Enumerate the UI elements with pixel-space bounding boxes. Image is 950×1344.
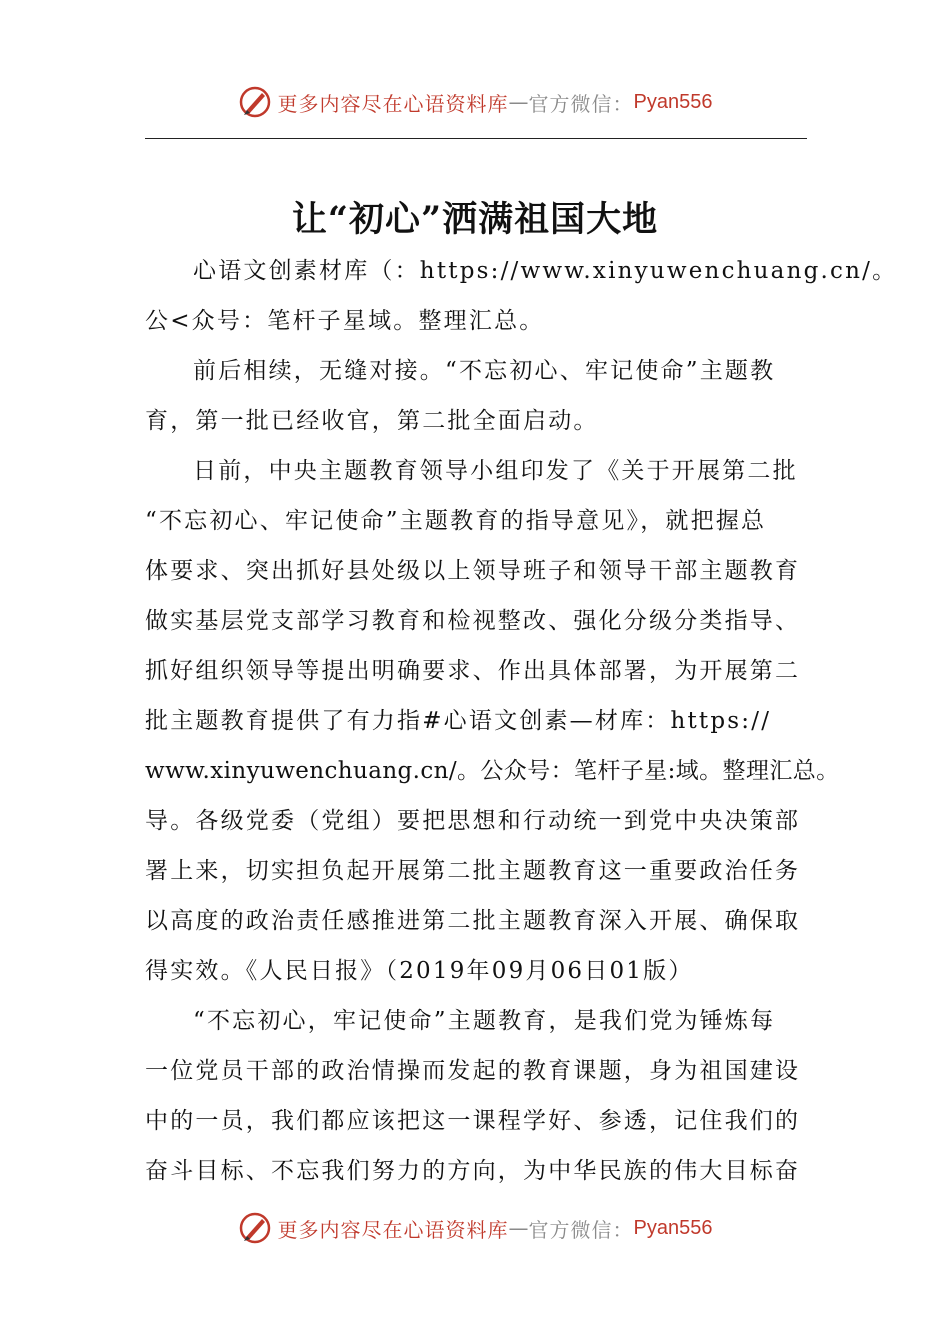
banner-wechat-label: 官方微信： <box>528 1217 634 1242</box>
banner-dash: — <box>508 90 529 114</box>
text-line: 抓好组织领导等提出明确要求、作出具体部署，为开展第二 <box>145 658 801 684</box>
header-banner <box>0 82 950 122</box>
text-line: 前后相续，无缝对接。“不忘初心、牢记使命”主题教 <box>193 358 776 384</box>
text-line: 中的一员，我们都应该把这一课程学好、参透，记住我们的 <box>145 1108 801 1134</box>
text-line: 一位党员干部的政治情操而发起的教育课题，身为祖国建设 <box>145 1058 801 1084</box>
text-line: 批主题教育提供了有力指#心语文创素—材库：https:// <box>145 708 772 734</box>
text-line: 得实效。《人民日报》（2019年09月06日01版） <box>145 958 694 984</box>
text-line: 署上来，切实担负起开展第二批主题教育这一重要政治任务 <box>145 858 801 884</box>
page-title: 让“初心”洒满祖国大地 <box>291 199 659 240</box>
text-line: 心语文创素材库（：https://www.xinyuwenchuang.cn/。 <box>193 258 898 284</box>
text-line: 体要求、突出抓好县处级以上领导班子和领导干部主题教育 <box>145 558 801 584</box>
banner-wechat-label: 官方微信： <box>528 91 634 116</box>
banner-slogan: 更多内容尽在心语资料库 <box>277 1217 509 1242</box>
banner-slogan: 更多内容尽在心语资料库 <box>277 91 509 116</box>
banner-wechat-id: Pyan556 <box>633 90 713 113</box>
text-line: 日前，中央主题教育领导小组印发了《关于开展第二批 <box>193 458 798 484</box>
banner-dash: — <box>508 1216 529 1240</box>
pen-logo-icon <box>238 1211 272 1245</box>
text-line: 公<众号：笔杆子星域。整理汇总。 <box>145 308 545 334</box>
text-line: 奋斗目标、不忘我们努力的方向，为中华民族的伟大目标奋 <box>145 1158 801 1184</box>
pen-logo-icon <box>238 85 272 119</box>
text-line: 育，第一批已经收官，第二批全面启动。 <box>145 408 599 434</box>
text-line: www.xinyuwenchuang.cn/。公众号：笔杆子星:域。整理汇总。 <box>145 758 840 784</box>
banner-wechat-id: Pyan556 <box>633 1216 713 1239</box>
footer-banner <box>0 1208 950 1248</box>
text-line: 做实基层党支部学习教育和检视整改、强化分级分类指导、 <box>145 608 801 634</box>
text-line: 以高度的政治责任感推进第二批主题教育深入开展、确保取 <box>145 908 801 934</box>
header-divider <box>145 138 807 139</box>
text-line: “不忘初心、牢记使命”主题教育的指导意见》，就把握总 <box>145 508 767 534</box>
text-line: “不忘初心，牢记使命”主题教育，是我们党为锤炼每 <box>193 1008 776 1034</box>
article-body <box>145 246 898 1196</box>
text-line: 导。各级党委（党组）要把思想和行动统一到党中央决策部 <box>145 808 801 834</box>
